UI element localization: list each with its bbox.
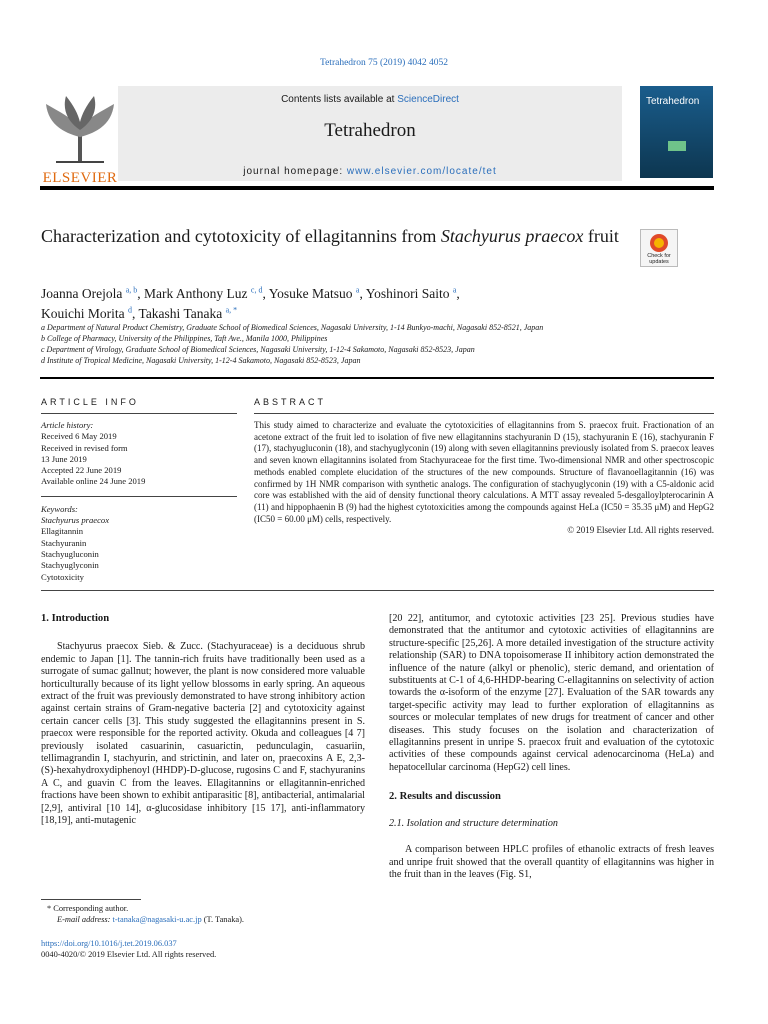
- header-rule: [40, 186, 714, 190]
- email-label: E-mail address:: [57, 915, 113, 924]
- history-item: Accepted 22 June 2019: [41, 465, 122, 476]
- title-end: fruit: [583, 226, 619, 246]
- affiliations-rule: [40, 377, 714, 379]
- affiliation: c Department of Virology, Graduate School of Biomedical Sciences, Nagasaki University, 1-12-4 Sakamoto, Nagasaki 852-8523, Japan: [41, 345, 475, 354]
- check-label: Check for updates: [647, 253, 671, 265]
- article-info-heading: ARTICLE INFO: [41, 397, 139, 407]
- journal-cover-image: [640, 86, 713, 178]
- author-list: [41, 281, 621, 322]
- journal-name: Tetrahedron: [324, 120, 416, 141]
- title-species: Stachyurus praecox: [440, 226, 584, 246]
- right-column: [389, 613, 714, 881]
- history-item: Available online 24 June 2019: [41, 476, 146, 487]
- sciencedirect-link[interactable]: ScienceDirect: [397, 94, 459, 105]
- publisher-name: ELSEVIER: [42, 170, 118, 186]
- article-info: [41, 420, 237, 583]
- article-info-rule: [41, 413, 237, 414]
- keywords-label: Keywords:: [41, 503, 78, 514]
- contents-prefix: Contents lists available at: [281, 94, 398, 105]
- issn-line: 0040-4020/© 2019 Elsevier Ltd. All rights reserved.: [41, 950, 217, 959]
- affiliation: b College of Pharmacy, University of the Philippines, Taft Ave., Manila 1000, Philippines: [41, 334, 328, 343]
- abstract-heading: ABSTRACT: [254, 397, 327, 407]
- abstract-rule: [254, 413, 714, 414]
- history-label: Article history:: [41, 420, 94, 430]
- keyword: Stachyurus praecox: [41, 515, 110, 526]
- introduction-paragraph-cont: [20 22], antitumor, and cytotoxic activities [23 25]. Previous studies have demonstrated that the antitumor and cytotoxic activities of ellagitannins are structure-specific [25,26]. A more detailed investigation of the structure activity relationship (SAR) to DNA topoisomerase II inhibitory action demonstrated the influence of the nature (alkyl or phenolic), steric demand, and orientation of substituents at C-1 of 4,6-HHDP-bearing C-ellagitannins on selectivity of action towards the α-isoform of the enzyme [27]. Evaluation of the SAR towards any target-specific activity may lead to further exploration of ellagitannins as sources or molecular templates of new drugs for treatment of cancer and other diseases. This study focuses on the isolation and characterization of ellagitannins present in unripe S. praecox fruit and evaluation of the cytotoxic activities of these compounds against cervical adenocarcinoma (HeLa) and hepatocellular carcinoma (HepG2) cell lines.: [389, 613, 714, 773]
- cover-graphic: [668, 141, 686, 151]
- elsevier-logo: [40, 92, 120, 186]
- author[interactable]: Yosuke Matsuo $^a$,: [268, 285, 366, 301]
- left-column: [41, 613, 365, 828]
- footnote-rule: [41, 899, 141, 900]
- email-link[interactable]: t-tanaka@nagasaki-u.ac.jp: [112, 915, 202, 924]
- keyword: Ellagitannin: [41, 526, 84, 537]
- journal-homepage: [118, 166, 622, 177]
- doi-link[interactable]: https://doi.org/10.1016/j.tet.2019.06.037: [41, 939, 177, 948]
- footnotes: [41, 903, 371, 925]
- abstract-text: This study aimed to characterize and evaluate the cytotoxicities of ellagitannins from S. praecox fruit. Fractionation of an acetone extract of the fruit led to isolation of five new ellagitannins stachyuranin D (15), stachyuranin E (16), stachyuranin F (17), stachyugluconin (18), and stachyuglyconin (19) along with seven ellagitannins previously isolated from S. praecox leaves and seven known ellagitannins isolated from Stachyuraceae for the first time. Two-dimensional NMR and other spectroscopic methods enabled complete elucidation of the structures of the new compounds. Structure of flavanoellagitannin (16) was confirmed by 1H NMR comparison with synthetic analogs. The configuration of stachyuglyconin (19) with a C5-aldonic acid core was established with the aid of density functional theory calculations. A MTT assay revealed 5-desgalloylpterocarinin A (11) and hippophaenin B (9) had the highest cytotoxicities among the compounds against HeLa (IC50 = 35.35 μM) and HepG2 (IC50 = 60.00 μM) cells, respectively.: [254, 420, 714, 524]
- results-paragraph: A comparison between HPLC profiles of ethanolic extracts of fresh leaves and unripe fruit showed that the overall quantity of ellagitannins was higher in the fruit than in the leaves (Fig. S1,: [389, 844, 714, 880]
- subsection-heading: 2.1. Isolation and structure determination: [389, 817, 558, 829]
- email-name: (T. Tanaka).: [201, 915, 244, 924]
- keywords-rule: [41, 496, 237, 497]
- history-item: Received in revised form: [41, 442, 128, 453]
- corresponding-author-note: * Corresponding author.: [47, 904, 129, 913]
- cover-title: Tetrahedron: [646, 96, 700, 107]
- abstract-bottom-rule: [41, 590, 714, 591]
- introduction-paragraph: Stachyurus praecox Sieb. & Zucc. (Stachyuraceae) is a deciduous shrub endemic to Japan [1]. The tannin-rich fruits have traditionally been used as a surrogate of sumac gallnut; however, the plant is now considered more valuable horticulturally because of its light yellow blossoms in early spring. An aqueous extract of the fruit was previously demonstrated to have strong inhibitory action against certain strains of Gram-negative bacteria [2] and cytotoxicity against certain cancer cells [3]. This study suggested the ellagitannins present in S. praecox were responsible for the reported activity. Okuda and colleagues [4 7] previously isolated casuarinin, casuarictin, pedunculagin, casuariin, tellimagrandin I, stachyurin, and strictinin, and later on, praecoxins A E, 2,3-(S)-hexahydroxydiphenoyl (HHDP)-D-glucose, rugosins C and F, stachyuranins A C, and guavin C from the leaves. Ellagitannins or ellagitannin-enriched fractions have been shown to exhibit antiparasitic [8], antibacterial, antimalarial [2,9], antiviral [10 14], α-glucosidase inhibitory [15 17], anti-inflammatory [18,19], anti-mutagenic: [41, 641, 365, 827]
- author[interactable]: Kouichi Morita $^d$,: [41, 305, 139, 321]
- abstract-body: [254, 420, 714, 537]
- author[interactable]: Joanna Orejola $^{a, b}$,: [41, 285, 145, 301]
- journal-citation-link[interactable]: Tetrahedron 75 (2019) 4042 4052: [319, 58, 449, 68]
- keyword: Stachyugluconin: [41, 548, 99, 559]
- history-item: Received 6 May 2019: [41, 431, 117, 442]
- doi-block: [41, 938, 371, 960]
- keyword: Stachyuglyconin: [41, 560, 99, 571]
- title-main: Characterization and cytotoxicity of ellagitannins from: [41, 226, 441, 246]
- author[interactable]: Takashi Tanaka $^{a, *}$: [138, 305, 238, 321]
- article-title: [41, 226, 621, 247]
- keyword: Stachyuranin: [41, 537, 87, 548]
- check-for-updates-badge[interactable]: [640, 229, 678, 267]
- results-heading: 2. Results and discussion: [389, 791, 501, 803]
- contents-line: [118, 94, 622, 105]
- abstract-copyright: © 2019 Elsevier Ltd. All rights reserved.: [567, 525, 714, 536]
- homepage-link[interactable]: www.elsevier.com/locate/tet: [346, 166, 497, 177]
- affiliations: [41, 322, 681, 366]
- author[interactable]: Yoshinori Saito $^a$,: [365, 285, 460, 301]
- author[interactable]: Mark Anthony Luz $^{c, d}$,: [144, 285, 269, 301]
- homepage-prefix: journal homepage:: [243, 166, 347, 177]
- introduction-heading: 1. Introduction: [41, 613, 110, 624]
- history-item: 13 June 2019: [41, 453, 87, 464]
- affiliation: d Institute of Tropical Medicine, Nagasaki University, 1-12-4 Sakamoto, Nagasaki 852-8523, Japan: [41, 356, 361, 365]
- affiliation: a Department of Natural Product Chemistry, Graduate School of Biomedical Sciences, Nagasaki University, 1-14 Bunkyo-machi, Nagasaki 852-8521, Japan: [41, 323, 544, 332]
- journal-masthead: [118, 86, 622, 181]
- keyword: Cytotoxicity: [41, 571, 84, 582]
- email-note: [41, 914, 371, 925]
